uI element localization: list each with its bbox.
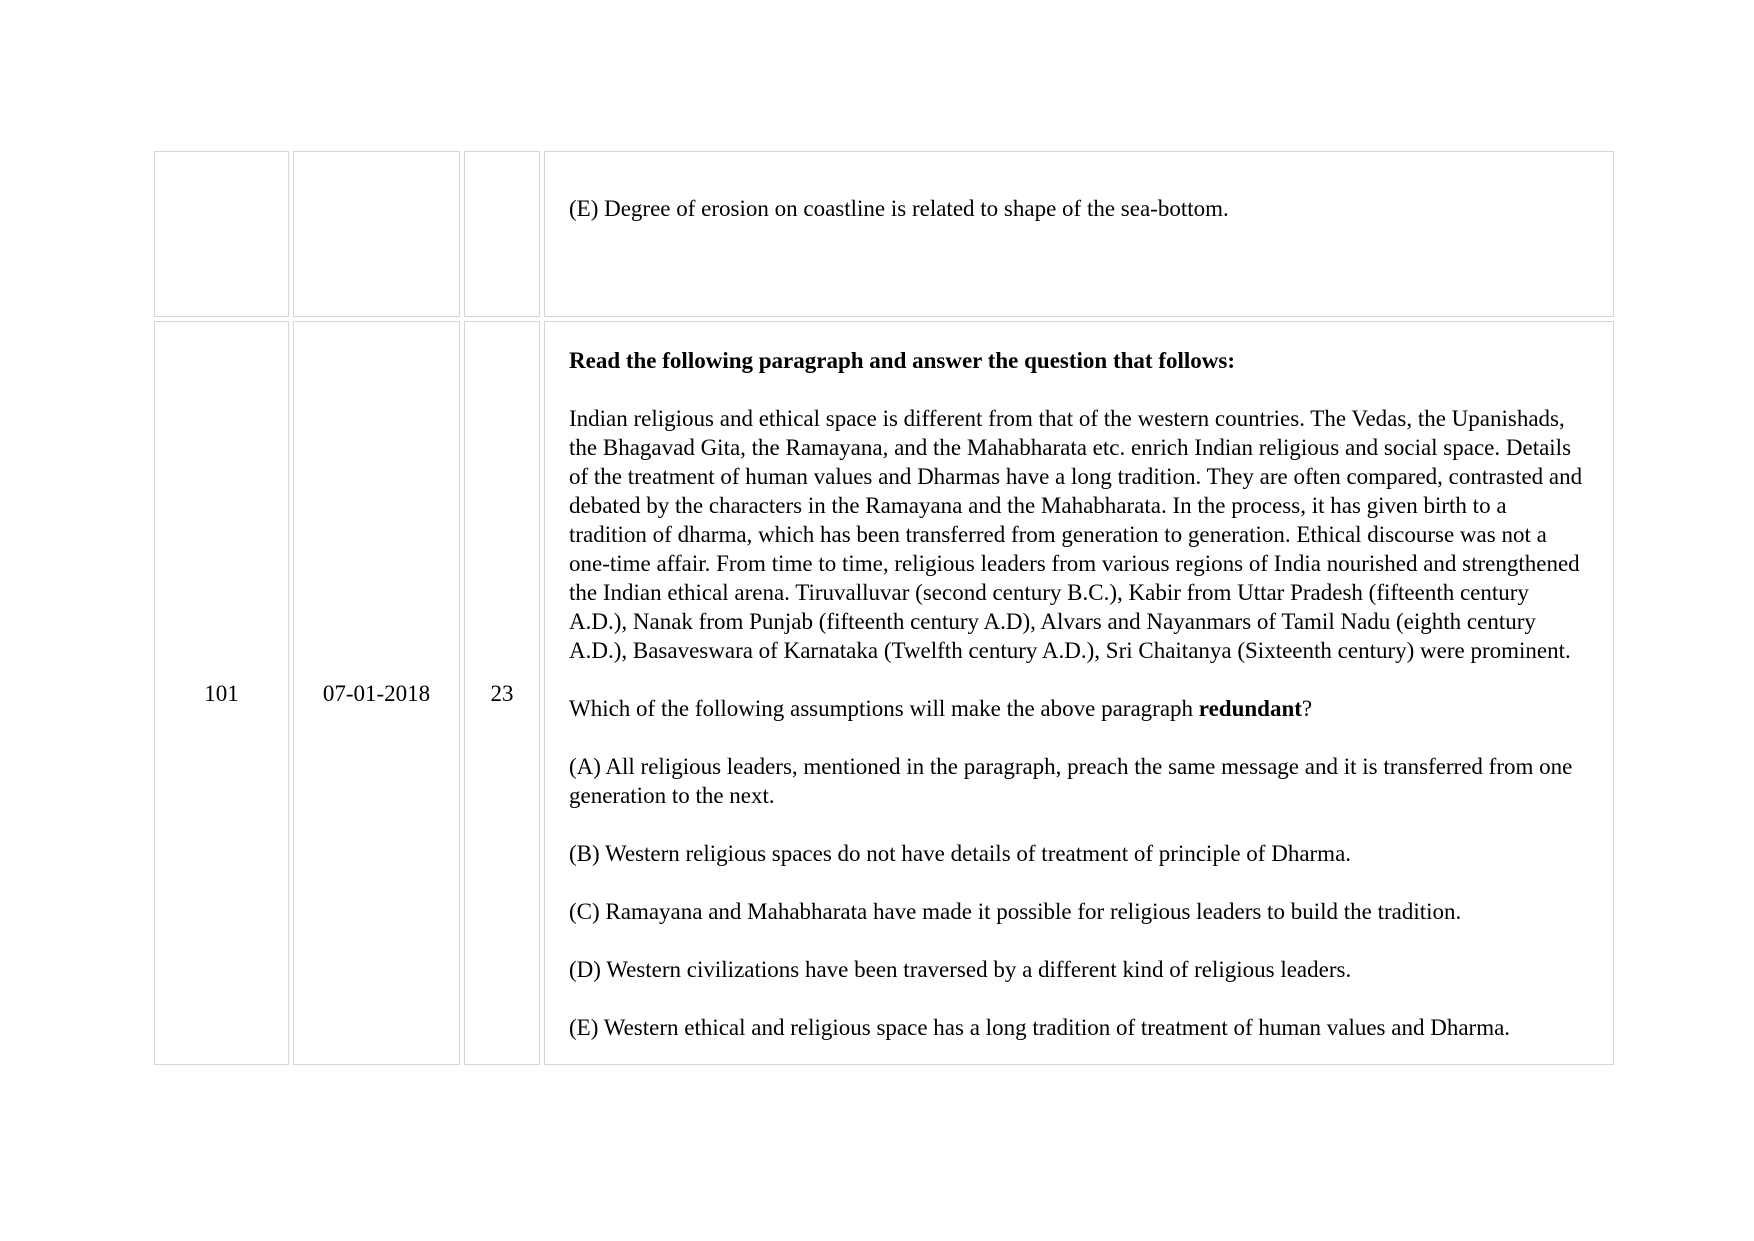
question-keyword: redundant: [1198, 696, 1302, 721]
table-row: [154, 321, 1614, 1065]
table-row-previous: [154, 151, 1614, 317]
question-number-cell-empty: [464, 151, 540, 317]
question-suffix: ?: [1301, 696, 1313, 721]
question-number-cell: 23: [464, 321, 540, 1065]
question-cell-previous: [544, 151, 1614, 317]
question-cell: [544, 321, 1614, 1065]
option-b: (B) Western religious spaces do not have details of treatment of principle of Dharma.: [569, 841, 1352, 866]
question-prefix: Which of the following assumptions will make the above paragraph: [569, 696, 1199, 721]
question-text: [569, 694, 1589, 723]
instruction-text: Read the following paragraph and answer the question that follows:: [569, 348, 1235, 373]
serial-number-cell: 101: [154, 321, 289, 1065]
serial-cell-empty: [154, 151, 289, 317]
date-cell-empty: [293, 151, 460, 317]
option-c: (C) Ramayana and Mahabharata have made it possible for religious leaders to build the tradition.: [569, 899, 1462, 924]
option-e: (E) Western ethical and religious space has a long tradition of treatment of human values and Dharma.: [569, 1015, 1511, 1040]
date-cell: 07-01-2018: [293, 321, 460, 1065]
option-a: (A) All religious leaders, mentioned in the paragraph, preach the same message and it is transferred from one generation to the next.: [569, 754, 1573, 808]
passage-text: Indian religious and ethical space is different from that of the western countries. The Vedas, the Upanishads, the Bhagavad Gita, the Ramayana, and the Mahabharata etc. enrich Indian religious and social space. Details of the treatment of human values and Dharmas have a long tradition. They are often compared, contrasted and debated by the characters in the Ramayana and the Mahabharata. In the process, it has given birth to a tradition of dharma, which has been transferred from generation to generation. Ethical discourse was not a one-time affair. From time to time, religious leaders from various regions of India nourished and strengthened the Indian ethical arena. Tiruvalluvar (second century B.C.), Kabir from Uttar Pradesh (fifteenth century A.D.), Nanak from Punjab (fifteenth century A.D), Alvars and Nayanmars of Tamil Nadu (eighth century A.D.), Basaveswara of Karnataka (Twelfth century A.D.), Sri Chaitanya (Sixteenth century) were prominent.: [569, 406, 1583, 663]
question-table: [150, 147, 1618, 1069]
option-e-previous: (E) Degree of erosion on coastline is related to shape of the sea-bottom.: [569, 196, 1229, 221]
option-d: (D) Western civilizations have been traversed by a different kind of religious leaders.: [569, 957, 1352, 982]
